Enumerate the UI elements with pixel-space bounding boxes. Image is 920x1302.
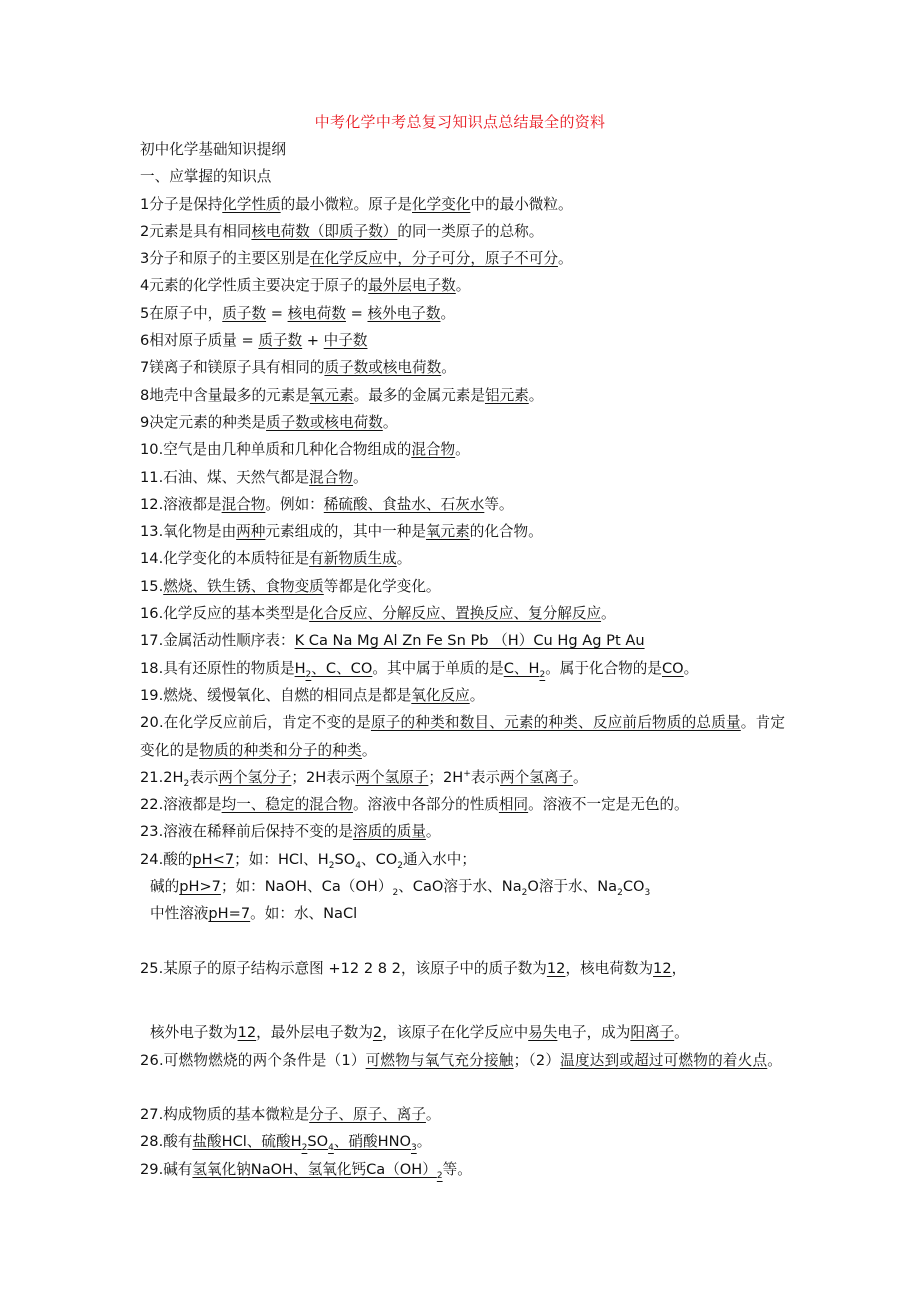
text-segment: 11.石油、煤、天然气都是 xyxy=(140,468,310,486)
underlined-answer: 化合反应、分解反应、置换反应、复分解反应 xyxy=(309,605,602,623)
text-line xyxy=(140,218,790,245)
underlined-answer: 在化学反应中，分子可分，原子不可分 xyxy=(309,250,558,268)
document-title: 中考化学中考总复习知识点总结最全的资料 xyxy=(314,113,606,131)
underlined-answer: pH=7 xyxy=(208,905,251,923)
text-segment: ， xyxy=(671,959,687,977)
text-segment: 2 xyxy=(183,778,190,789)
text-segment: 。 xyxy=(528,386,544,404)
text-segment: 9决定元素的种类是 xyxy=(140,413,267,431)
text-segment: 。例如： xyxy=(265,495,324,513)
text-segment: 的同一类原子的总称。 xyxy=(397,222,544,240)
underlined-answer: 均一、稳定的混合物 xyxy=(221,796,353,814)
text-segment: 、CaO溶于水、Na xyxy=(398,878,522,896)
text-segment: 23.溶液在稀释前后保持不变的是 xyxy=(140,823,353,841)
text-line xyxy=(140,518,790,545)
underlined-answer: 稀硫酸、食盐水、石灰水 xyxy=(323,495,485,513)
text-segment: ；2H表示 xyxy=(291,768,356,786)
underlined-answer: 物质的种类和分子的种类 xyxy=(199,741,362,759)
text-segment: 。属于化合物的是 xyxy=(545,659,662,677)
underlined-answer: 2 xyxy=(436,1170,443,1181)
text-segment: 。 xyxy=(352,468,368,486)
text-segment: 21.2H xyxy=(140,768,184,786)
text-segment: 7镁离子和镁原子具有相同的 xyxy=(140,359,325,377)
text-segment: 6相对原子质量 = xyxy=(140,332,259,350)
text-segment: 。 xyxy=(440,304,456,322)
text-segment: 、CO xyxy=(360,850,398,868)
underlined-answer: SO xyxy=(307,1133,329,1151)
text-line xyxy=(140,545,790,572)
text-segment: + xyxy=(463,768,471,779)
text-segment: 14.化学变化的本质特征是 xyxy=(140,550,310,568)
text-segment: 。 xyxy=(557,250,573,268)
underlined-answer: 质子数或核电荷数 xyxy=(324,359,442,377)
text-line xyxy=(140,1128,790,1155)
underlined-answer: 铝元素 xyxy=(484,386,529,404)
text-segment: 8地壳中含量最多的元素是 xyxy=(140,386,310,404)
text-line xyxy=(140,491,790,518)
text-segment: ，最外层电子数为 xyxy=(256,1024,373,1042)
underlined-answer: 盐酸HCl、硫酸H xyxy=(192,1133,302,1151)
text-segment: 。 xyxy=(361,741,377,759)
text-segment: 。 xyxy=(441,359,456,377)
underlined-answer: 质子数 xyxy=(258,332,303,350)
text-line xyxy=(140,191,790,218)
underlined-answer: 2 xyxy=(301,1143,308,1154)
underlined-answer: 12 xyxy=(546,959,566,977)
text-segment: 。肯定变化的是 xyxy=(140,714,786,759)
text-segment: 24.酸的 xyxy=(140,850,193,868)
text-segment: 。 xyxy=(416,1133,432,1151)
text-line xyxy=(140,245,790,272)
text-segment: + xyxy=(302,332,324,350)
text-line xyxy=(140,354,790,381)
text-segment: ；如：HCl、H xyxy=(234,850,329,868)
underlined-answer: 分子、原子、离子 xyxy=(309,1106,426,1124)
text-segment: 20.在化学反应前后，肯定不变的是 xyxy=(140,714,371,732)
text-segment: 表示 xyxy=(470,768,501,786)
text-line xyxy=(140,1156,790,1183)
text-segment: 2 xyxy=(617,887,623,898)
text-segment: 3分子和原子的主要区别是 xyxy=(140,250,310,268)
underlined-answer: 温度达到或超过可燃物的着火点 xyxy=(560,1051,768,1069)
text-line xyxy=(140,709,790,764)
text-segment: 1分子是保持 xyxy=(140,195,223,213)
underlined-answer: pH<7 xyxy=(192,850,235,868)
text-segment: 。 xyxy=(674,1024,689,1042)
blank-line xyxy=(140,928,790,955)
text-line xyxy=(140,1047,790,1102)
text-segment: 。 xyxy=(455,441,470,459)
underlined-answer: 中子数 xyxy=(323,332,368,350)
text-segment: 27.构成物质的基本微粒是 xyxy=(140,1106,310,1124)
text-segment: ；如：NaOH、Ca（OH） xyxy=(220,878,393,896)
underlined-answer: C、H xyxy=(503,659,540,677)
underlined-answer: 2 xyxy=(539,669,546,680)
underlined-answer: 、硝酸HNO xyxy=(333,1133,411,1151)
underlined-answer: 两种 xyxy=(236,523,266,541)
text-line xyxy=(140,436,790,463)
underlined-answer: 3 xyxy=(410,1143,417,1154)
underlined-answer: 混合物 xyxy=(309,468,353,486)
text-line xyxy=(140,818,790,845)
text-segment: ，核电荷数为 xyxy=(565,959,654,977)
blank-line xyxy=(140,982,790,1019)
underlined-answer: 有新物质生成 xyxy=(309,550,397,568)
text-segment: 22.溶液都是 xyxy=(140,796,222,814)
underlined-answer: 氧化反应 xyxy=(411,686,470,704)
text-segment: 。 xyxy=(455,277,471,295)
text-segment: = xyxy=(345,304,368,322)
text-segment: 17.金属活动性顺序表： xyxy=(140,632,295,650)
text-segment: 2 xyxy=(521,887,528,898)
text-segment: 。如：水、NaCl xyxy=(250,905,358,923)
text-line xyxy=(140,955,790,982)
text-segment: 3 xyxy=(644,887,651,898)
text-segment: 26.可燃物燃烧的两个条件是（1） xyxy=(140,1051,366,1069)
text-segment: 19.燃烧、缓慢氧化、自燃的相同点是都是 xyxy=(140,686,412,704)
text-line xyxy=(140,873,790,900)
text-segment: 一、应掌握的知识点 xyxy=(140,168,272,186)
text-line xyxy=(140,846,790,873)
text-line xyxy=(140,163,790,190)
underlined-answer: 核外电子数 xyxy=(367,304,441,322)
underlined-answer: 质子数 xyxy=(222,304,267,322)
text-segment: 2 xyxy=(392,887,399,898)
text-line xyxy=(140,382,790,409)
text-line xyxy=(140,791,790,818)
text-line xyxy=(140,764,790,791)
underlined-answer: 氧元素 xyxy=(425,523,470,541)
text-segment: 13.氧化物是由 xyxy=(140,523,237,541)
underlined-answer: 阳离子 xyxy=(630,1024,675,1042)
underlined-answer: 核电荷数（即质子数） xyxy=(251,222,398,240)
text-line xyxy=(140,573,790,600)
text-segment: 。 xyxy=(425,1106,441,1124)
text-segment: 。 xyxy=(382,413,398,431)
text-line xyxy=(140,1019,790,1046)
underlined-answer: 化学变化 xyxy=(412,195,471,213)
text-segment: 16.化学反应的基本类型是 xyxy=(140,605,310,623)
text-segment: 。其中属于单质的是 xyxy=(372,659,504,677)
text-line xyxy=(140,655,790,682)
text-line xyxy=(140,409,790,436)
text-segment: 中性溶液 xyxy=(150,905,209,923)
text-segment: 18.具有还原性的物质是 xyxy=(140,659,295,677)
underlined-answer: 核电荷数 xyxy=(287,304,346,322)
text-segment: 电子，成为 xyxy=(557,1024,631,1042)
text-segment: 10.空气是由几种单质和几种化合物组成的 xyxy=(140,441,412,459)
underlined-answer: K Ca Na Mg Al Zn Fe Sn Pb （H）Cu Hg Ag Pt Au xyxy=(294,632,645,650)
underlined-answer: 燃烧、铁生锈、食物变质 xyxy=(163,577,324,595)
text-segment: ；2H xyxy=(428,768,464,786)
text-segment: 15. xyxy=(140,577,164,595)
text-segment: 25.某原子的原子结构示意图 +12 2 8 2，该原子中的质子数为 xyxy=(140,959,547,977)
underlined-answer: 可燃物与氧气充分接触 xyxy=(365,1051,514,1069)
text-segment: 表示 xyxy=(189,768,219,786)
text-segment: 。 xyxy=(683,659,699,677)
text-segment: 中的最小微粒。 xyxy=(470,195,573,213)
underlined-answer: pH>7 xyxy=(179,878,221,896)
underlined-answer: 两个氢离子 xyxy=(500,768,574,786)
text-segment: 的化合物。 xyxy=(469,523,543,541)
text-segment: 2 xyxy=(397,860,403,871)
text-segment: 。 xyxy=(767,1051,783,1069)
text-line xyxy=(140,272,790,299)
text-segment: 。 xyxy=(396,550,412,568)
text-segment: 5在原子中， xyxy=(140,304,223,322)
underlined-answer: 12 xyxy=(653,959,672,977)
text-segment: 核外电子数为 xyxy=(150,1024,238,1042)
text-segment: 。 xyxy=(425,823,441,841)
underlined-answer: H xyxy=(294,659,306,677)
text-segment: 。 xyxy=(601,605,616,623)
text-segment: 。溶液中各部分的性质 xyxy=(352,796,499,814)
text-segment: 等。 xyxy=(442,1160,472,1178)
underlined-answer: 4 xyxy=(328,1143,334,1154)
underlined-answer: 2 xyxy=(305,669,312,680)
text-segment: 28.酸有 xyxy=(140,1133,193,1151)
underlined-answer: 溶质的质量 xyxy=(352,823,426,841)
underlined-answer: 混合物 xyxy=(221,495,266,513)
text-segment: 。 xyxy=(573,768,588,786)
text-segment: SO xyxy=(334,850,356,868)
text-line xyxy=(140,464,790,491)
text-line xyxy=(140,327,790,354)
text-segment: 29.碱有 xyxy=(140,1160,193,1178)
text-segment: 碱的 xyxy=(150,878,180,896)
text-line xyxy=(140,682,790,709)
underlined-answer: 两个氢原子 xyxy=(355,768,429,786)
text-line xyxy=(140,300,790,327)
underlined-answer: 质子数或核电荷数 xyxy=(266,413,383,431)
text-line xyxy=(140,1101,790,1128)
underlined-answer: 2 xyxy=(372,1024,383,1042)
text-segment: 。最多的金属元素是 xyxy=(353,386,485,404)
underlined-answer: 、C、CO xyxy=(311,659,373,677)
text-line xyxy=(140,600,790,627)
underlined-answer: CO xyxy=(661,659,684,677)
text-segment: 。溶液不一定是无色的。 xyxy=(528,796,689,814)
underlined-answer: 混合物 xyxy=(411,441,456,459)
text-segment: 2 xyxy=(328,860,335,871)
text-line xyxy=(140,627,790,654)
text-segment: CO xyxy=(622,878,645,896)
text-segment: ，该原子在化学反应中 xyxy=(382,1024,529,1042)
text-segment: 。 xyxy=(469,686,485,704)
text-segment: 等。 xyxy=(484,495,514,513)
text-segment: 4元素的化学性质主要决定于原子的 xyxy=(140,277,369,295)
text-segment: 的最小微粒。原子是 xyxy=(280,195,413,213)
text-segment: ；（2） xyxy=(513,1051,561,1069)
text-line xyxy=(140,136,790,163)
underlined-answer: 易失 xyxy=(528,1024,558,1042)
text-segment: 元素组成的，其中一种是 xyxy=(265,523,426,541)
underlined-answer: 化学性质 xyxy=(222,195,281,213)
text-segment: O溶于水、Na xyxy=(527,878,618,896)
text-segment: 等都是化学变化。 xyxy=(323,577,441,595)
underlined-answer: 两个氢分子 xyxy=(218,768,292,786)
underlined-answer: 原子的种类和数目、元素的种类、反应前后物质的总质量 xyxy=(370,714,741,732)
underlined-answer: 氢氧化钠NaOH、氢氧化钙Ca（OH） xyxy=(192,1160,437,1178)
text-segment: 初中化学基础知识提纲 xyxy=(140,141,286,158)
underlined-answer: 氧元素 xyxy=(309,386,354,404)
underlined-answer: 最外层电子数 xyxy=(368,277,456,295)
text-segment: 2元素是具有相同 xyxy=(140,222,252,240)
text-segment: 4 xyxy=(355,860,361,871)
text-segment: 通入水中； xyxy=(403,850,476,868)
text-line xyxy=(140,900,790,927)
underlined-answer: 相同 xyxy=(498,796,529,814)
text-segment: 12.溶液都是 xyxy=(140,495,222,513)
text-segment: = xyxy=(266,304,288,322)
underlined-answer: 12 xyxy=(237,1024,257,1042)
document-body xyxy=(140,136,790,1183)
